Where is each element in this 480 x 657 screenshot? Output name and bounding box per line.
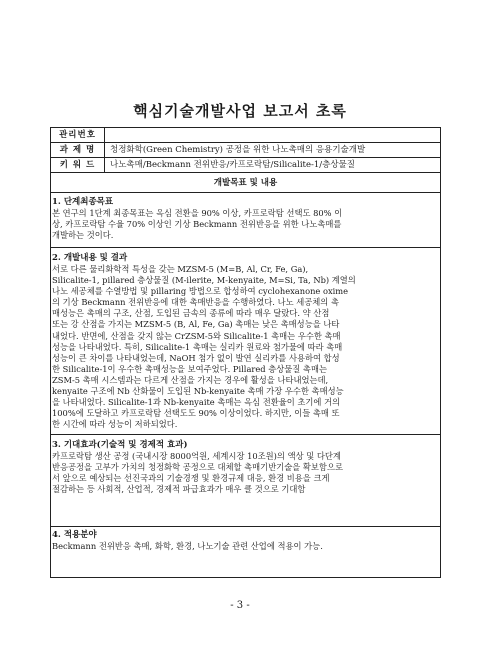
text-line: 내었다. 반면에, 산점을 갖지 않는 CrZSM-5와 Silicalite-1 촉매는 우수한 촉매	[52, 330, 341, 341]
text-line: 절감하는 등 사회적, 산업적, 경제적 파급효과가 매우 클 것으로 기대함	[52, 484, 306, 495]
text-line: 반응공정을 고부가 가치의 청정화학 공정으로 대체할 촉매기반기술을 확보함으로	[52, 462, 343, 473]
divider	[50, 192, 441, 193]
text-line: 매성능은 촉매의 구조, 산점, 도입된 금속의 종류에 따라 매우 달랐다. 약 산점	[52, 308, 330, 319]
header-row-subject	[51, 143, 440, 158]
text-line: 한 Silicalite-1이 우수한 촉매성능을 보여주었다. Pillared 층상물질 촉매는	[52, 363, 327, 374]
divider	[50, 434, 441, 435]
header-row-mgmt	[51, 128, 440, 143]
text-line: 상, 카프로락탐 수율 70% 이상인 기상 Beckmann 전위반응을 위한 나노촉매를	[52, 219, 342, 230]
text-line: kenyaite 구조에 Nb 산화물이 도입된 Nb-kenyaite 촉매 가장 우수한 촉매성능	[52, 386, 344, 397]
divider	[50, 247, 441, 248]
text-line: Silicalite-1, pillared 층상물질 (M-ilerite, M-kenyaite, M=Si, Ta, Nb) 계열의	[52, 275, 356, 286]
section-goal	[52, 197, 440, 241]
text-line: 성능을 나타내었다. 특히, Silicalite-1 촉매는 실리카 원료와 첨가물에 따라 촉매	[52, 341, 343, 352]
subject-value: 청정화학(Green Chemistry) 공정을 위한 나노촉매의 응용기술개발	[110, 145, 366, 155]
header-row-keywords	[51, 158, 440, 173]
section-heading: 3. 기대효과(기술적 및 경제적 효과)	[52, 440, 188, 450]
text-line: 을 나타내었다. Silicalite-1과 Nb-kenyaite 촉매는 옥심 전환율이 초기에 거의	[52, 397, 341, 408]
section-effects	[52, 440, 440, 495]
text-line: 성능이 큰 차이를 나타내었는데, NaOH 첨가 없이 발연 실리카를 사용하여 합성	[52, 352, 340, 363]
text-line: 본 연구의 1단계 최종목표는 옥심 전환을 90% 이상, 카프로락탐 선택도 80% 이	[52, 208, 343, 218]
text-line: 서로 다른 물리화학적 특성을 갖는 MZSM-5 (M=B, Al, Cr, Fe, Ga),	[52, 264, 309, 274]
text-line: 한 시간에 따라 성능이 저하되었다.	[52, 419, 178, 430]
keywords-label: 키 워 드	[51, 158, 105, 172]
section-title: 개발목표 및 내용	[213, 178, 278, 188]
text-line: Beckmann 전위반응 촉매, 화학, 환경, 나노기술 관련 산업에 적용이 가능.	[52, 541, 323, 551]
report-title: 핵심기술개발사업 보고서 초록	[133, 102, 347, 120]
text-line: 또는 강 산점을 가지는 MZSM-5 (B, Al, Fe, Ga) 촉매는 낮은 촉매성능을 나타	[52, 319, 340, 330]
text-line: 의 기상 Beckmann 전위반응에 대한 촉매반응을 수행하였다. 나노 세공체의 촉	[52, 297, 339, 308]
section-applications	[52, 530, 440, 552]
page-number: - 3 -	[230, 600, 250, 611]
section-heading: 4. 적용분야	[52, 530, 97, 540]
text-line: 100%에 도달하고 카프로락탐 선택도도 90% 이상이었다. 하지만, 이들 촉매 또	[52, 408, 340, 419]
divider	[50, 526, 441, 527]
section-results	[52, 253, 440, 430]
subject-label: 과 제 명	[51, 143, 105, 157]
text-line: ZSM-5 촉매 시스템과는 다르게 산점을 가지는 경우에 활성을 나타내었는데,	[52, 374, 329, 385]
mgmt-label: 관리번호	[51, 128, 105, 142]
text-line: 나노 세공체를 수열방법 및 pillaring 방법으로 합성하여 cyclohexanone oxime	[52, 286, 349, 297]
section-heading: 2. 개발내용 및 결과	[52, 253, 128, 263]
keywords-value: 나노촉매/Beckmann 전위반응/카프로락탐/Silicalite-1/층상물질	[110, 160, 355, 170]
text-line: 서 앞으로 예상되는 선진국과의 기술경쟁 및 환경규제 대응, 환경 비용을 크게	[52, 473, 330, 484]
text-line: 카프로락탐 생산 공정 (국내시장 8000억원, 세계시장 10조원)의 액상 및 다단계	[52, 451, 341, 461]
text-line: 개발하는 것이다.	[52, 230, 114, 241]
section-heading: 1. 단계최종목표	[52, 197, 114, 207]
